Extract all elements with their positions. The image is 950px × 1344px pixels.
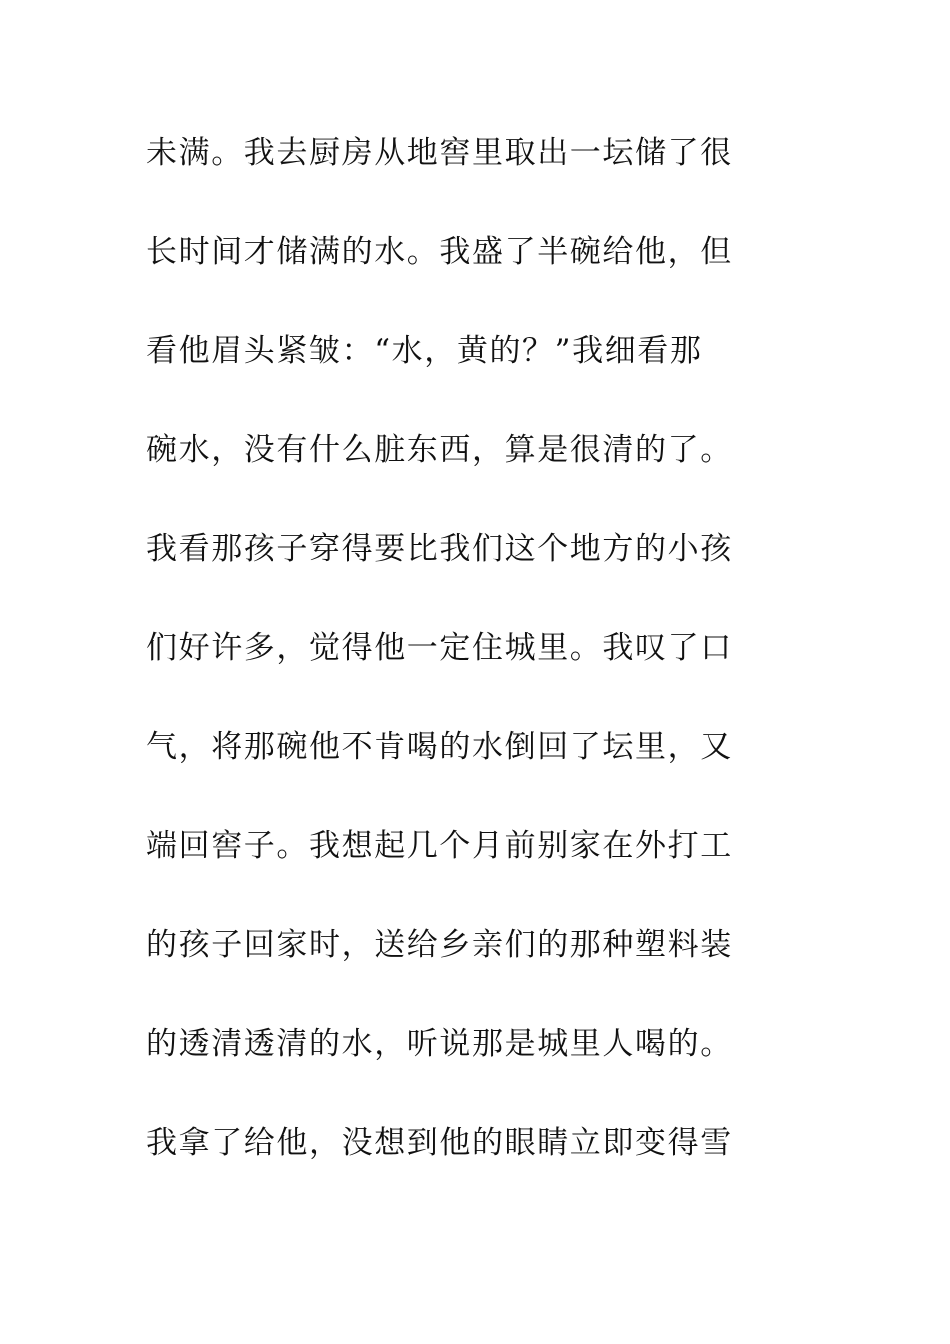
body-text [146,124,786,1213]
text-line: 的孩子回家时，送给乡亲们的那种塑料装 [146,927,733,963]
text-line: 看他眉头紧皱：“水，黄的？”我细看那 [146,333,703,369]
text-line: 我拿了给他，没想到他的眼睛立即变得雪 [146,1125,733,1161]
text-line: 的透清透清的水，听说那是城里人喝的。 [146,1026,733,1062]
text-line: 未满。我去厨房从地窖里取出一坛储了很 [146,135,733,171]
text-line: 气，将那碗他不肯喝的水倒回了坛里，又 [146,729,733,765]
text-line: 们好许多，觉得他一定住城里。我叹了口 [146,630,733,666]
text-line: 我看那孩子穿得要比我们这个地方的小孩 [146,531,733,567]
text-line: 碗水，没有什么脏东西，算是很清的了。 [146,432,733,468]
text-line: 端回窖子。我想起几个月前别家在外打工 [146,828,733,864]
text-line: 长时间才储满的水。我盛了半碗给他，但 [146,234,733,270]
